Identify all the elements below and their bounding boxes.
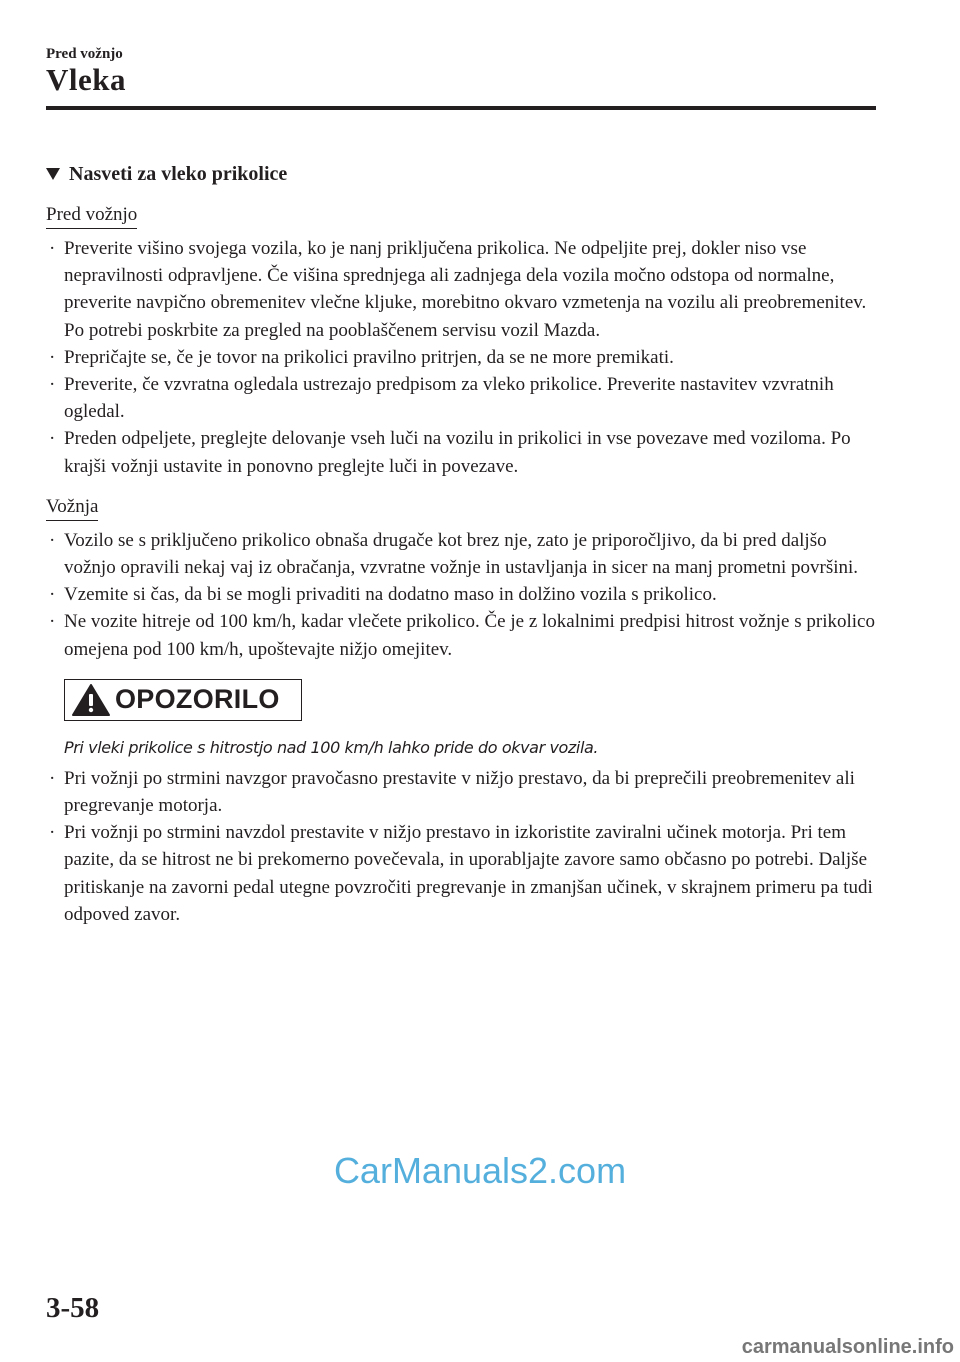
list-item	[46, 527, 876, 581]
watermark: CarManuals2.com	[333, 1150, 627, 1191]
bullet-marker: ·	[49, 822, 56, 844]
section-heading	[46, 160, 876, 188]
subsection-driving	[46, 480, 876, 928]
list-item	[46, 765, 876, 819]
bullet-marker: ·	[49, 767, 56, 789]
list-item-text: Preden odpeljete, preglejte delovanje vseh luči na vozilu in prikolici in vse povezave med voziloma. Po krajši vožnji ustavite in ponovno preglejte luči in povezave.	[64, 428, 851, 477]
bullet-marker: ·	[49, 238, 56, 259]
bullet-marker: ·	[49, 428, 56, 450]
warning-label: OPOZORILO	[115, 684, 280, 715]
list-item-text: Vzemite si čas, da bi se mogli privaditi na dodatno maso in dolžino vozila s prikolico.	[64, 584, 717, 606]
list-item	[46, 235, 876, 344]
subheading: Vožnja	[46, 494, 98, 521]
warning-text: Pri vleki prikolice s hitrostjo nad 100 km/h lahko pride do okvar vozila.	[64, 737, 599, 757]
bullet-list	[46, 527, 876, 663]
bullet-list	[46, 235, 876, 480]
subsection-before-driving	[46, 188, 876, 480]
subheading: Pred vožnjo	[46, 202, 137, 229]
list-item-text: Pri vožnji po strmini navzdol prestavite v nižjo prestavo in izkoristite zaviralni učinek motorja. Pri tem pazite, da se hitrost ne bi prekomerno povečevala, in uporabljajte zavore samo občasno po potrebi. Daljše pritiskanje na zavorni pedal utegne povzročiti pregrevanje in zmanjšan učinek, v skrajnem primeru pa tudi odpoved zavor.	[64, 822, 873, 925]
list-item-text: Ne vozite hitreje od 100 km/h, kadar vlečete prikolico. Če je z lokalnimi predpisi hitrost vožnje s prikolico omejena pod 100 km/h, upoštevajte nižjo omejitev.	[64, 611, 875, 660]
list-item	[46, 425, 876, 479]
page-number: 3-58	[46, 1292, 100, 1324]
list-item	[46, 581, 876, 608]
list-item-text: Preverite, če vzvratna ogledala ustrezajo predpisom za vleko prikolice. Preverite nastavitev vzvratnih ogledal.	[64, 374, 834, 423]
list-item	[46, 344, 876, 371]
triangle-down-icon	[46, 168, 60, 180]
bullet-list	[46, 765, 876, 928]
list-item	[46, 819, 876, 928]
list-item-text: Preverite višino svojega vozila, ko je nanj priključena prikolica. Ne odpeljite prej, dokler niso vse nepravilnosti odpravljene. Če višina sprednjega ali zadnjega dela vozila močno odstopa od normalne, preverite navpično obremenitev vlečne kljuke, morebitno okvaro vzmetenja na vozilu ali preobremenitev. Po potrebi poskrbite za pregled na pooblaščenem servisu vozil Mazda.	[64, 238, 867, 341]
breadcrumb: Pred vožnjo	[46, 46, 123, 62]
list-item-text: Vozilo se s priključeno prikolico obnaša drugače kot brez nje, zato je priporočljivo, da bi pred daljšo vožnjo opravili nekaj vaj iz obračanja, vzvratne vožnje in ustavljanja in sicer na manj prometni površini.	[64, 529, 859, 579]
footer-site-watermark: carmanualsonline.info	[741, 1336, 954, 1358]
title-divider	[46, 106, 876, 110]
warning-box	[64, 679, 302, 721]
list-item	[46, 371, 876, 425]
list-item-text: Prepričajte se, če je tovor na prikolici pravilno pritrjen, da se ne more premikati.	[64, 346, 674, 368]
content	[46, 160, 876, 928]
bullet-marker: ·	[49, 374, 56, 396]
bullet-marker: ·	[49, 611, 56, 633]
list-item-text: Pri vožnji po strmini navzgor pravočasno prestavite v nižjo prestavo, da bi preprečili preobremenitev ali pregrevanje motorja.	[64, 767, 855, 817]
list-item	[46, 608, 876, 662]
section-heading-text: Nasveti za vleko prikolice	[69, 163, 288, 185]
bullet-marker: ·	[49, 584, 56, 606]
warning-triangle-icon	[71, 683, 111, 717]
bullet-marker: ·	[49, 529, 56, 551]
page-title: Vleka	[46, 62, 126, 97]
bullet-marker: ·	[49, 346, 56, 368]
